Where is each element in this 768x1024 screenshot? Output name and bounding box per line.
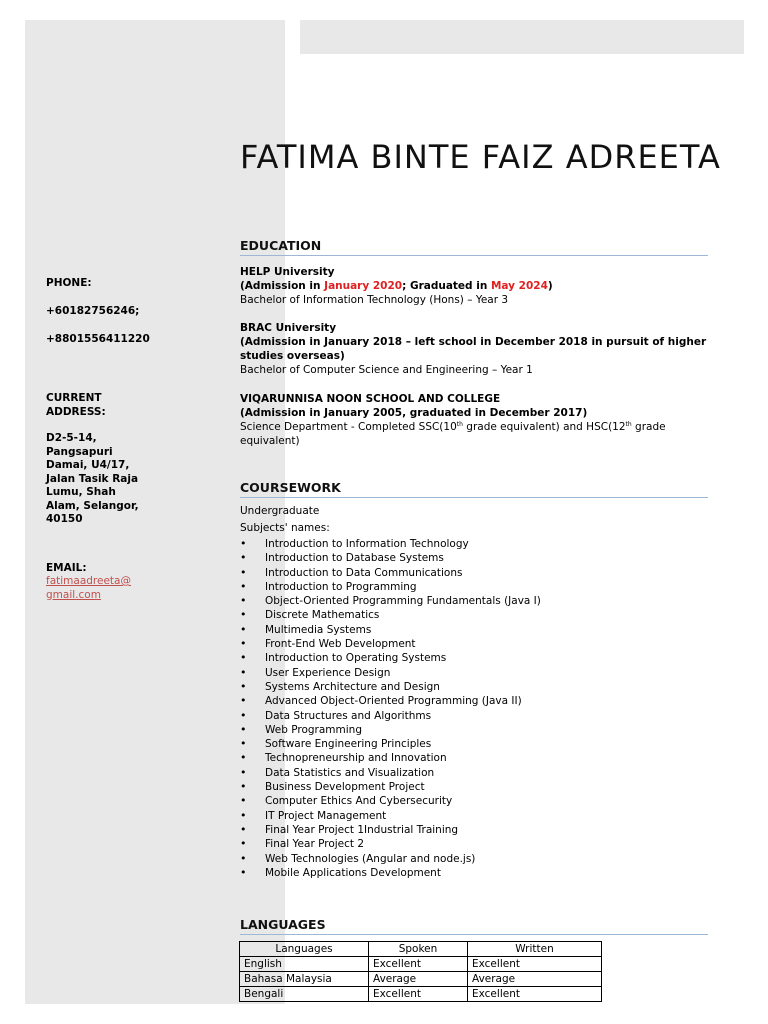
address-line: Jalan Tasik Raja [46,472,139,485]
list-item: • Systems Architecture and Design [240,680,710,694]
column-header: Languages [240,942,369,957]
address-line: D2-5-14, [46,432,97,444]
list-item: • Object-Oriented Programming Fundamentals (Java I) [240,594,710,608]
list-item: • Final Year Project 1Industrial Training [240,823,710,837]
coursework-level: Undergraduate [240,505,320,517]
table-cell: Bengali [240,987,369,1002]
graduation-prefix: ; Graduated in [402,280,491,292]
admission-line [240,279,710,293]
admission-line: (Admission in January 2018 – left school in December 2018 in pursuit of higher studies overseas) [240,336,707,362]
admission-prefix: (Admission in [240,280,325,292]
address-label [46,392,166,419]
table-cell: Excellent [468,987,602,1002]
department-text: Science Department - Completed SSC(10 [240,421,457,433]
list-item: • Software Engineering Principles [240,737,710,751]
list-item: • Introduction to Data Communications [240,566,710,580]
education-brac [240,321,710,377]
admission-date: January 2020 [324,280,403,292]
table-cell: Excellent [369,957,468,972]
email-link-line[interactable]: gmail.com [46,588,101,601]
list-item: • Business Development Project [240,780,710,794]
education-viqarunnisa [240,392,710,448]
list-item: • Final Year Project 2 [240,837,710,851]
phone-number-malaysia: +60182756246; [46,305,140,317]
table-cell: Excellent [369,987,468,1002]
list-item: • Introduction to Database Systems [240,551,710,565]
address-block [46,432,166,527]
school-name: VIQARUNNISA NOON SCHOOL AND COLLEGE [240,393,501,405]
languages-heading: LANGUAGES [240,917,708,935]
phone-number-bangladesh: +8801556411220 [46,333,150,345]
list-item: • Discrete Mathematics [240,608,710,622]
table-cell: Bahasa Malaysia [240,972,369,987]
list-item: • User Experience Design [240,666,710,680]
degree: Bachelor of Computer Science and Engineering – Year 1 [240,364,533,376]
table-cell: Excellent [468,957,602,972]
address-line: Damai, U4/17, [46,459,130,471]
department-text: grade equivalent) [240,421,666,447]
address-label-line: ADDRESS: [46,405,106,418]
languages-table [239,941,602,1002]
list-item: • Introduction to Information Technology [240,537,710,551]
table-row [240,972,602,987]
list-item: • Technopreneurship and Innovation [240,751,710,765]
department-line [240,420,710,448]
address-label-line: CURRENT [46,392,102,404]
list-item: • Introduction to Operating Systems [240,651,710,665]
school-name: HELP University [240,266,335,278]
subjects-label: Subjects' names: [240,522,330,534]
table-cell: Average [468,972,602,987]
address-line: Lumu, Shah [46,486,116,498]
list-item: • Multimedia Systems [240,623,710,637]
degree: Bachelor of Information Technology (Hons) – Year 3 [240,294,509,306]
education-help [240,265,710,307]
column-header: Spoken [369,942,468,957]
admission-line: (Admission in January 2005, graduated in December 2017) [240,407,588,419]
email-link[interactable] [46,575,166,602]
table-cell: Average [369,972,468,987]
ordinal-suffix: th [456,421,463,428]
list-item: • Data Statistics and Visualization [240,766,710,780]
admission-suffix: ) [547,280,553,292]
phone-label: PHONE: [46,277,92,289]
department-text: grade equivalent) and HSC(12 [462,421,626,433]
list-item: • Web Programming [240,723,710,737]
address-line: Pangsapuri [46,445,113,458]
education-heading: EDUCATION [240,238,708,256]
table-header-row [240,942,602,957]
list-item: • Data Structures and Algorithms [240,709,710,723]
table-cell: English [240,957,369,972]
school-name: BRAC University [240,322,337,334]
table-row [240,987,602,1002]
address-line: 40150 [46,513,83,525]
table-row [240,957,602,972]
ordinal-suffix: th [625,421,632,428]
coursework-list [240,537,710,880]
list-item: • Introduction to Programming [240,580,710,594]
column-header: Written [468,942,602,957]
list-item: • IT Project Management [240,809,710,823]
email-label: EMAIL: [46,562,87,574]
graduation-date: May 2024 [490,280,548,292]
list-item: • Mobile Applications Development [240,866,710,880]
candidate-name: FATIMA BINTE FAIZ ADREETA [240,138,721,176]
list-item: • Computer Ethics And Cybersecurity [240,794,710,808]
list-item: • Web Technologies (Angular and node.js) [240,852,710,866]
list-item: • Front-End Web Development [240,637,710,651]
address-line: Alam, Selangor, [46,499,139,512]
header-band [300,20,744,54]
list-item: • Advanced Object-Oriented Programming (Java II) [240,694,710,708]
email-link-line[interactable]: fatimaadreeta@ [46,575,131,587]
coursework-heading: COURSEWORK [240,480,708,498]
